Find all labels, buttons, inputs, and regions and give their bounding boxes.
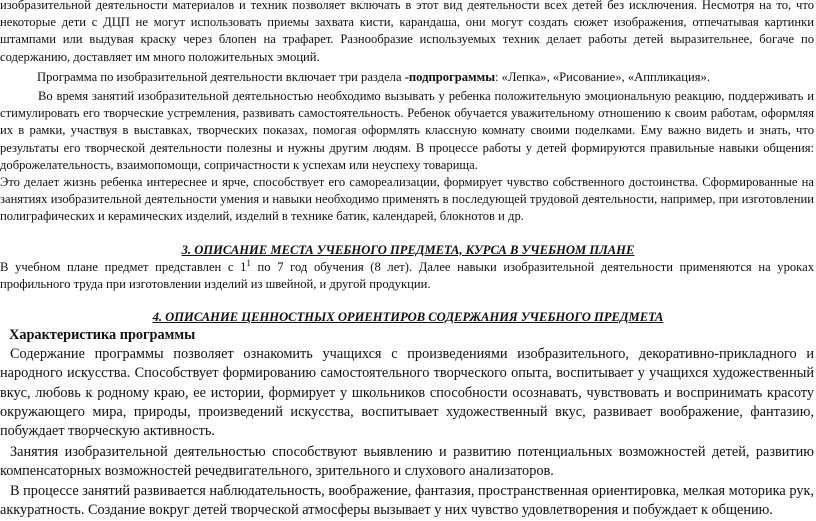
paragraph-curriculum-place bbox=[0, 259, 816, 293]
curriculum-text-start: В учебном плане предмет представлен с 1 bbox=[0, 259, 247, 274]
paragraph-subprograms bbox=[0, 69, 816, 86]
program-characteristics-heading: Характеристика программы bbox=[9, 327, 196, 344]
paragraph-techniques: изобразительной деятельности материалов и техник позволяет включать в этот вид деятельности всех детей без исключения. Несмотря на то, что некоторые дети с ДЦП не могут использовать приемы захвата кисти, карандаша, они могут создать сюжет изображения, отпечатывая картинки штампами или выдувая краску через блопен на трафарет. Разнообразие используемых техник делает работы детей выразительнее, богаче по содержанию, доставляет им много положительных эмоций. bbox=[0, 0, 814, 64]
section-heading-3: 3. ОПИСАНИЕ МЕСТА УЧЕБНОГО ПРЕДМЕТА, КУРСА В УЧЕБНОМ ПЛАНЕ bbox=[181, 242, 635, 257]
curriculum-superscript: 1 bbox=[246, 257, 251, 268]
subprograms-text-start: Программа по изобразительной деятельности включает три раздела bbox=[37, 69, 405, 84]
subprograms-bold: -подпрограммы bbox=[404, 69, 496, 84]
paragraph-self-realization: Это делает жизнь ребенка интереснее и ярче, способствует его самореализации, формирует чувство собственного достоинства. Сформированные на занятиях изобразительной деятельности умения и навыки необходимо применять в последующей трудовой деятельности, например, при изготовлении полиграфических и керамических изделий, изделий в технике батик, календарей, блокнотов и др. bbox=[0, 175, 814, 224]
paragraph-emotional-reaction: Во время занятий изобразительной деятельностью необходимо вызывать у ребенка положительную эмоциональную реакцию, поддерживать и стимулировать его творческие устремления, развивать самостоятельность. Ребенок обучается уважительному отношению к своим работам, оформляя их в рамки, участвуя в выставках, творческих показах, помогая оформлять классную комнату своими поделками. Ему важно видеть и знать, что результаты его творческой деятельности полезны и нужны другим людям. В процессе работы у детей формируются правильные навыки общения: доброжелательность, взаимопомощи, сопричастности к успехам или неуспеху товарища. bbox=[0, 89, 814, 172]
paragraph-program-content: Содержание программы позволяет ознакомить учащихся с произведениями изобразительного, декоративно-прикладного и народного искусства. Способствует формированию самостоятельного творческого опыта, воспитывает у учащихся художественный вкус, любовь к родному краю, ее истории, формирует у школьников способности осознавать, чувствовать и воспринимать красоту окружающего мира, природы, произведений искусства, воспитывает художественный вкус, развивает воображение, фантазию, побуждает творческую активность. bbox=[0, 346, 814, 440]
subprograms-text-end: : «Лепка», «Рисование», «Аппликация». bbox=[495, 69, 710, 84]
paragraph-classes-develop: Занятия изобразительной деятельностью способствуют выявлению и развитию потенциальных возможностей детей, развитию компенсаторных возможностей речедвигательного, зрительного и слухового анализаторов. bbox=[0, 443, 814, 479]
paragraph-observation: В процессе занятий развивается наблюдательность, воображение, фантазия, пространственная ориентировка, мелкая моторика рук, аккуратность. Создание вокруг детей творческой атмосферы вызывает у них чувство удовлетворения и побуждает к общению. bbox=[0, 483, 814, 519]
section-heading-4: 4. ОПИСАНИЕ ЦЕННОСТНЫХ ОРИЕНТИРОВ СОДЕРЖАНИЯ УЧЕБНОГО ПРЕДМЕТА bbox=[152, 310, 664, 325]
curriculum-text-end: по 7 год обучения (8 лет). Далее навыки изобразительной деятельности применяются на уроках профильного труда при изготовлении изделий из швейной, и другой продукции. bbox=[0, 259, 814, 291]
